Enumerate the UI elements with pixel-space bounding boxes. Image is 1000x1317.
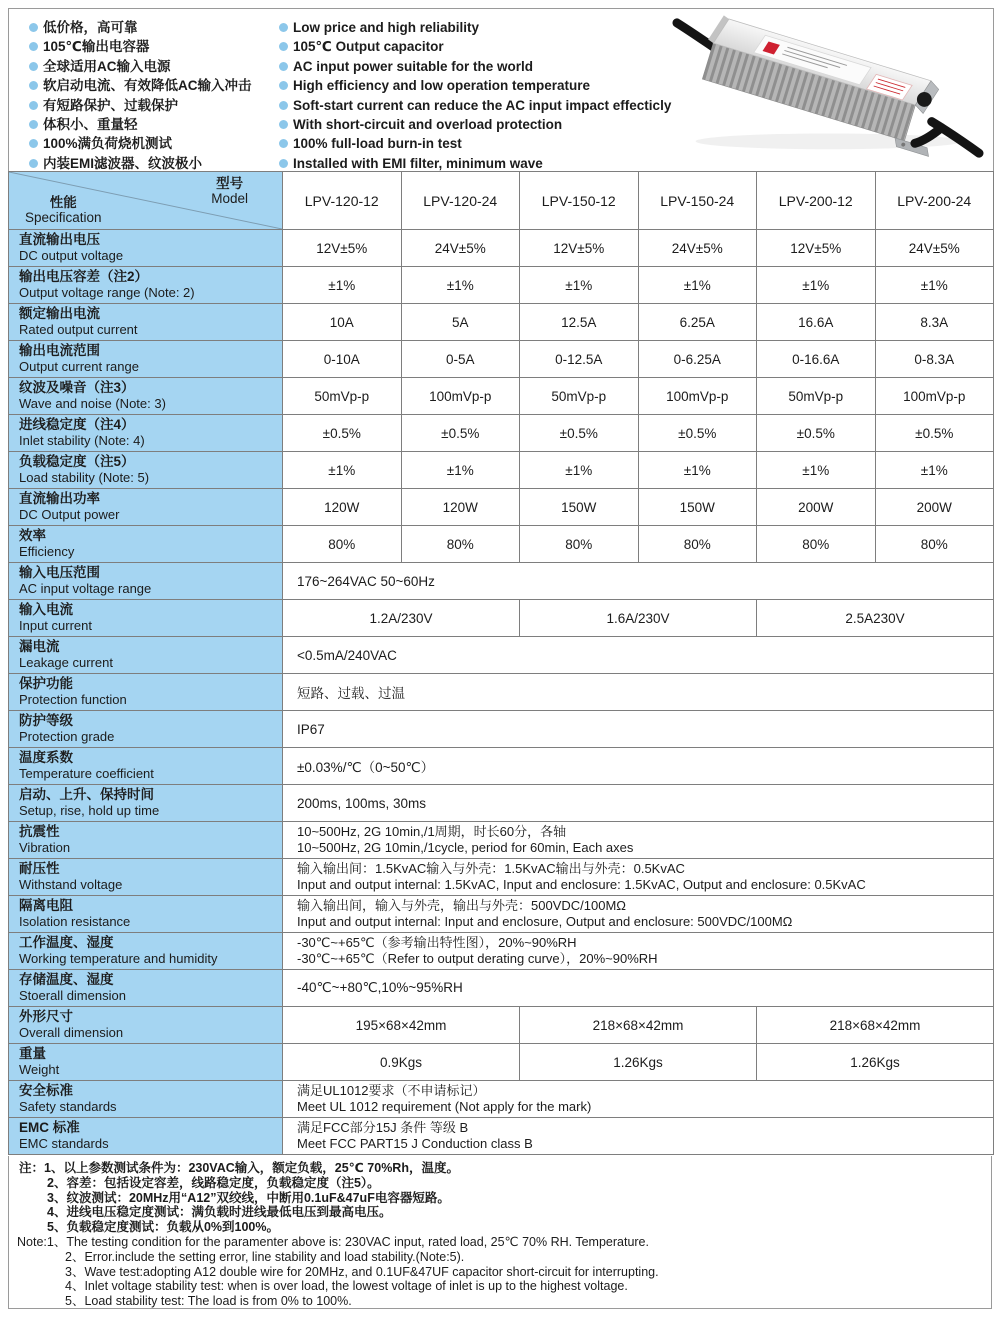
row-label: 进线稳定度（注4） Inlet stability (Note: 4) xyxy=(9,415,283,452)
feature-text: 105℃输出电容器 xyxy=(43,39,150,55)
spec-row-isolation xyxy=(9,896,994,933)
spec-row-output-voltage-range xyxy=(9,267,994,304)
cell: -30℃~+65℃（参考输出特性图），20%~90%RH -30℃~+65℃（Refer to output derating curve），20%~90%RH xyxy=(283,933,994,970)
feature-text: Soft-start current can reduce the AC input impact effecticly xyxy=(293,97,672,113)
cell: ±1% xyxy=(875,267,994,304)
cell: 80% xyxy=(757,526,876,563)
cell: 24V±5% xyxy=(401,230,520,267)
row-label: 安全标准 Safety standards xyxy=(9,1081,283,1118)
model-column-header: LPV-150-12 xyxy=(520,172,639,230)
row-label: 工作温度、湿度 Working temperature and humidity xyxy=(9,933,283,970)
feature-item xyxy=(279,76,671,95)
feature-text: 内装EMI滤波器、纹波极小 xyxy=(43,155,203,171)
cell: 1.2A/230V xyxy=(283,600,520,637)
cell: 8.3A xyxy=(875,304,994,341)
cell: 12.5A xyxy=(520,304,639,341)
cell: ±1% xyxy=(638,452,757,489)
cell: 1.26Kgs xyxy=(520,1044,757,1081)
cell: 200ms, 100ms, 30ms xyxy=(283,785,994,822)
feature-item xyxy=(279,37,671,56)
cell: 12V±5% xyxy=(520,230,639,267)
row-label: 输入电流 Input current xyxy=(9,600,283,637)
spec-row-rated-output-current xyxy=(9,304,994,341)
row-label: 直流输出功率 DC Output power xyxy=(9,489,283,526)
cell: 输入输出间：1.5KvAC输入与外壳：1.5KvAC输出与外壳：0.5KvAC Input and output internal: 1.5KvAC, Input and enclosure: 1.5KvAC, Output and enclosure: 0.5KvAC xyxy=(283,859,994,896)
feature-item xyxy=(279,57,671,76)
note-line: 5、负载稳定度测试：负载从0%到100%。 xyxy=(47,1220,279,1235)
spec-row-efficiency xyxy=(9,526,994,563)
note-line: 5、Load stability test: The load is from 0% to 100%. xyxy=(65,1294,352,1309)
row-label: 抗震性 Vibration xyxy=(9,822,283,859)
notes-section xyxy=(8,1156,992,1309)
row-label: 额定输出电流 Rated output current xyxy=(9,304,283,341)
cell: 短路、过载、过温 xyxy=(283,674,994,711)
cell: 10A xyxy=(283,304,402,341)
cell: ±0.5% xyxy=(401,415,520,452)
cell: 2.5A230V xyxy=(757,600,994,637)
corner-model-label: 型号 Model xyxy=(211,176,248,206)
bullet-icon xyxy=(279,139,288,148)
cell: 1.26Kgs xyxy=(757,1044,994,1081)
cell: 195×68×42mm xyxy=(283,1007,520,1044)
cell: 12V±5% xyxy=(757,230,876,267)
spec-row-emc xyxy=(9,1118,994,1155)
spec-table xyxy=(8,171,994,1155)
cell: 120W xyxy=(401,489,520,526)
feature-text: 100% full-load burn-in test xyxy=(293,136,462,152)
cell: 24V±5% xyxy=(638,230,757,267)
row-label: 直流输出电压 DC output voltage xyxy=(9,230,283,267)
cell: 0-12.5A xyxy=(520,341,639,378)
cell: 150W xyxy=(638,489,757,526)
features-section xyxy=(8,8,994,172)
note-line: 4、Inlet voltage stability test: when is over load, the lowest voltage of inlet is up to the highest voltage. xyxy=(65,1279,628,1294)
cell: ±1% xyxy=(520,452,639,489)
cell: ±0.03%/℃（0~50℃） xyxy=(283,748,994,785)
spec-row-wave-noise xyxy=(9,378,994,415)
cell: ±1% xyxy=(638,267,757,304)
bullet-icon xyxy=(29,120,38,129)
cell: 100mVp-p xyxy=(875,378,994,415)
row-label: 防护等级 Protection grade xyxy=(9,711,283,748)
table-header-row xyxy=(9,172,994,230)
cell: 5A xyxy=(401,304,520,341)
cell: 50mVp-p xyxy=(520,378,639,415)
feature-text: Low price and high reliability xyxy=(293,20,480,35)
row-label: 输入电压范围 AC input voltage range xyxy=(9,563,283,600)
cell: ±1% xyxy=(401,452,520,489)
row-label: 启动、上升、保持时间 Setup, rise, hold up time xyxy=(9,785,283,822)
features-list-en xyxy=(279,18,671,173)
corner-spec-label: 性能 Specification xyxy=(25,195,102,225)
cell: ±0.5% xyxy=(638,415,757,452)
row-label: EMC 标准 EMC standards xyxy=(9,1118,283,1155)
note-line: 4、进线电压稳定度测试：满负载时进线最低电压到最高电压。 xyxy=(47,1205,392,1220)
note-line: 3、纹波测试：20MHz用“A12”双绞线，中断用0.1uF&47uF电容器短路。 xyxy=(47,1190,450,1205)
note-line: 2、Error.include the setting error, line stability and load stability.(Note:5). xyxy=(65,1249,465,1264)
spec-row-working-temp xyxy=(9,933,994,970)
note-line: 注：1、以上参数测试条件为：230VAC输入，额定负载，25℃ 70%Rh，温度。 xyxy=(19,1161,459,1175)
row-label: 输出电流范围 Output current range xyxy=(9,341,283,378)
cell: ±1% xyxy=(875,452,994,489)
row-label: 存储温度、湿度 Stoerall dimension xyxy=(9,970,283,1007)
cell: 218×68×42mm xyxy=(757,1007,994,1044)
feature-item xyxy=(29,96,252,115)
row-label: 外形尺寸 Overall dimension xyxy=(9,1007,283,1044)
cell: ±0.5% xyxy=(520,415,639,452)
cell: 16.6A xyxy=(757,304,876,341)
corner-header-cell xyxy=(9,172,283,230)
row-label: 保护功能 Protection function xyxy=(9,674,283,711)
cell: 0-8.3A xyxy=(875,341,994,378)
cell: 1.6A/230V xyxy=(520,600,757,637)
bullet-icon xyxy=(29,81,38,90)
note-line: 2、容差：包括设定容差，线路稳定度，负载稳定度（注5）。 xyxy=(47,1175,380,1190)
feature-item xyxy=(29,57,252,76)
cell: 0-10A xyxy=(283,341,402,378)
cell: ±1% xyxy=(757,267,876,304)
cell: 100mVp-p xyxy=(638,378,757,415)
cell: 200W xyxy=(875,489,994,526)
feature-text: 有短路保护、过载保护 xyxy=(43,97,178,113)
cell: 0-6.25A xyxy=(638,341,757,378)
spec-row-withstand xyxy=(9,859,994,896)
cell: 218×68×42mm xyxy=(520,1007,757,1044)
features-list-cn xyxy=(29,18,252,173)
feature-item xyxy=(279,96,671,115)
feature-text: 105℃ Output capacitor xyxy=(293,39,444,55)
cell: 80% xyxy=(520,526,639,563)
spec-row-input-current xyxy=(9,600,994,637)
model-column-header: LPV-200-24 xyxy=(875,172,994,230)
feature-item xyxy=(29,76,252,95)
model-column-header: LPV-200-12 xyxy=(757,172,876,230)
cell: 80% xyxy=(638,526,757,563)
cell: 120W xyxy=(283,489,402,526)
feature-text: With short-circuit and overload protection xyxy=(293,117,563,133)
cell: 24V±5% xyxy=(875,230,994,267)
feature-item xyxy=(279,115,671,134)
spec-row-setup-time xyxy=(9,785,994,822)
cell: ±0.5% xyxy=(757,415,876,452)
cell: -40℃~+80℃,10%~95%RH xyxy=(283,970,994,1007)
bullet-icon xyxy=(279,120,288,129)
row-label: 负载稳定度（注5） Load stability (Note: 5) xyxy=(9,452,283,489)
feature-text: High efficiency and low operation temperature xyxy=(293,78,591,94)
spec-row-dimension xyxy=(9,1007,994,1044)
bullet-icon xyxy=(279,159,288,168)
bullet-icon xyxy=(279,101,288,110)
feature-text: 体积小、重量轻 xyxy=(43,117,138,133)
cell: ±1% xyxy=(283,452,402,489)
cell: <0.5mA/240VAC xyxy=(283,637,994,674)
feature-text: 全球适用AC输入电源 xyxy=(43,58,171,74)
feature-item xyxy=(29,134,252,153)
bullet-icon xyxy=(279,23,288,32)
row-label: 隔离电阻 Isolation resistance xyxy=(9,896,283,933)
bullet-icon xyxy=(29,23,38,32)
spec-row-output-current-range xyxy=(9,341,994,378)
product-photo xyxy=(661,11,991,169)
spec-row-protection-grade xyxy=(9,711,994,748)
bullet-icon xyxy=(29,62,38,71)
bullet-icon xyxy=(29,42,38,51)
spec-row-storage xyxy=(9,970,994,1007)
model-column-header: LPV-120-12 xyxy=(283,172,402,230)
cell: ±0.5% xyxy=(283,415,402,452)
cell: ±1% xyxy=(283,267,402,304)
feature-text: 软启动电流、有效降低AC输入冲击 xyxy=(43,78,252,94)
row-label: 漏电流 Leakage current xyxy=(9,637,283,674)
cell: 0.9Kgs xyxy=(283,1044,520,1081)
feature-text: 100%满负荷烧机测试 xyxy=(43,136,173,152)
feature-text: AC input power suitable for the world xyxy=(293,58,534,74)
row-label: 输出电压容差（注2） Output voltage range (Note: 2) xyxy=(9,267,283,304)
cell: 0-16.6A xyxy=(757,341,876,378)
bullet-icon xyxy=(29,101,38,110)
spec-row-ac-input-range xyxy=(9,563,994,600)
cell: 150W xyxy=(520,489,639,526)
cell: ±1% xyxy=(757,452,876,489)
row-label: 耐压性 Withstand voltage xyxy=(9,859,283,896)
cell: 80% xyxy=(283,526,402,563)
spec-row-dc-output-voltage xyxy=(9,230,994,267)
feature-item xyxy=(29,115,252,134)
spec-row-dc-output-power xyxy=(9,489,994,526)
cell: 100mVp-p xyxy=(401,378,520,415)
spec-row-safety xyxy=(9,1081,994,1118)
model-column-header: LPV-150-24 xyxy=(638,172,757,230)
feature-text: Installed with EMI filter, minimum wave xyxy=(293,155,543,171)
cell: 80% xyxy=(401,526,520,563)
bullet-icon xyxy=(29,139,38,148)
bullet-icon xyxy=(279,81,288,90)
bullet-icon xyxy=(29,159,38,168)
spec-row-weight xyxy=(9,1044,994,1081)
cell: 满足UL1012要求（不申请标记） Meet UL 1012 requirement (Not apply for the mark) xyxy=(283,1081,994,1118)
spec-row-vibration xyxy=(9,822,994,859)
cell: ±0.5% xyxy=(875,415,994,452)
feature-item xyxy=(279,18,671,37)
cell: 200W xyxy=(757,489,876,526)
cell: 0-5A xyxy=(401,341,520,378)
cell: 50mVp-p xyxy=(283,378,402,415)
cell: 50mVp-p xyxy=(757,378,876,415)
cell: IP67 xyxy=(283,711,994,748)
feature-item xyxy=(29,37,252,56)
row-label: 重量 Weight xyxy=(9,1044,283,1081)
cell: 12V±5% xyxy=(283,230,402,267)
row-label: 效率 Efficiency xyxy=(9,526,283,563)
model-column-header: LPV-120-24 xyxy=(401,172,520,230)
cell: 176~264VAC 50~60Hz xyxy=(283,563,994,600)
cell: 满足FCC部分15J 条件 等级 B Meet FCC PART15 J Conduction class B xyxy=(283,1118,994,1155)
spec-row-load-stability xyxy=(9,452,994,489)
cell: ±1% xyxy=(401,267,520,304)
feature-item xyxy=(279,134,671,153)
note-line: 3、Wave test:adopting A12 double wire for 20MHz, and 0.1UF&47UF capacitor short-circuit for interrupting. xyxy=(65,1264,659,1279)
cell: 80% xyxy=(875,526,994,563)
cell: 6.25A xyxy=(638,304,757,341)
row-label: 纹波及噪音（注3） Wave and noise (Note: 3) xyxy=(9,378,283,415)
bullet-icon xyxy=(279,62,288,71)
cell: 输入输出间，输入与外壳，输出与外壳：500VDC/100MΩ Input and output internal: Input and enclosure, Output and enclosure: 500VDC/100MΩ xyxy=(283,896,994,933)
cell: 10~500Hz, 2G 10min,/1周期，时长60分，各轴 10~500Hz, 2G 10min,/1cycle, period for 60min, Each axes xyxy=(283,822,994,859)
spec-row-inlet-stability xyxy=(9,415,994,452)
note-line: Note:1、The testing condition for the paramenter above is: 230VAC input, rated load, 25℃ 70% RH. Temperature. xyxy=(17,1234,649,1249)
spec-row-protection-function xyxy=(9,674,994,711)
cell: ±1% xyxy=(520,267,639,304)
bullet-icon xyxy=(279,42,288,51)
feature-text: 低价格，高可靠 xyxy=(43,20,138,35)
spec-row-leakage xyxy=(9,637,994,674)
spec-row-temp-coefficient xyxy=(9,748,994,785)
feature-item xyxy=(29,18,252,37)
row-label: 温度系数 Temperature coefficient xyxy=(9,748,283,785)
